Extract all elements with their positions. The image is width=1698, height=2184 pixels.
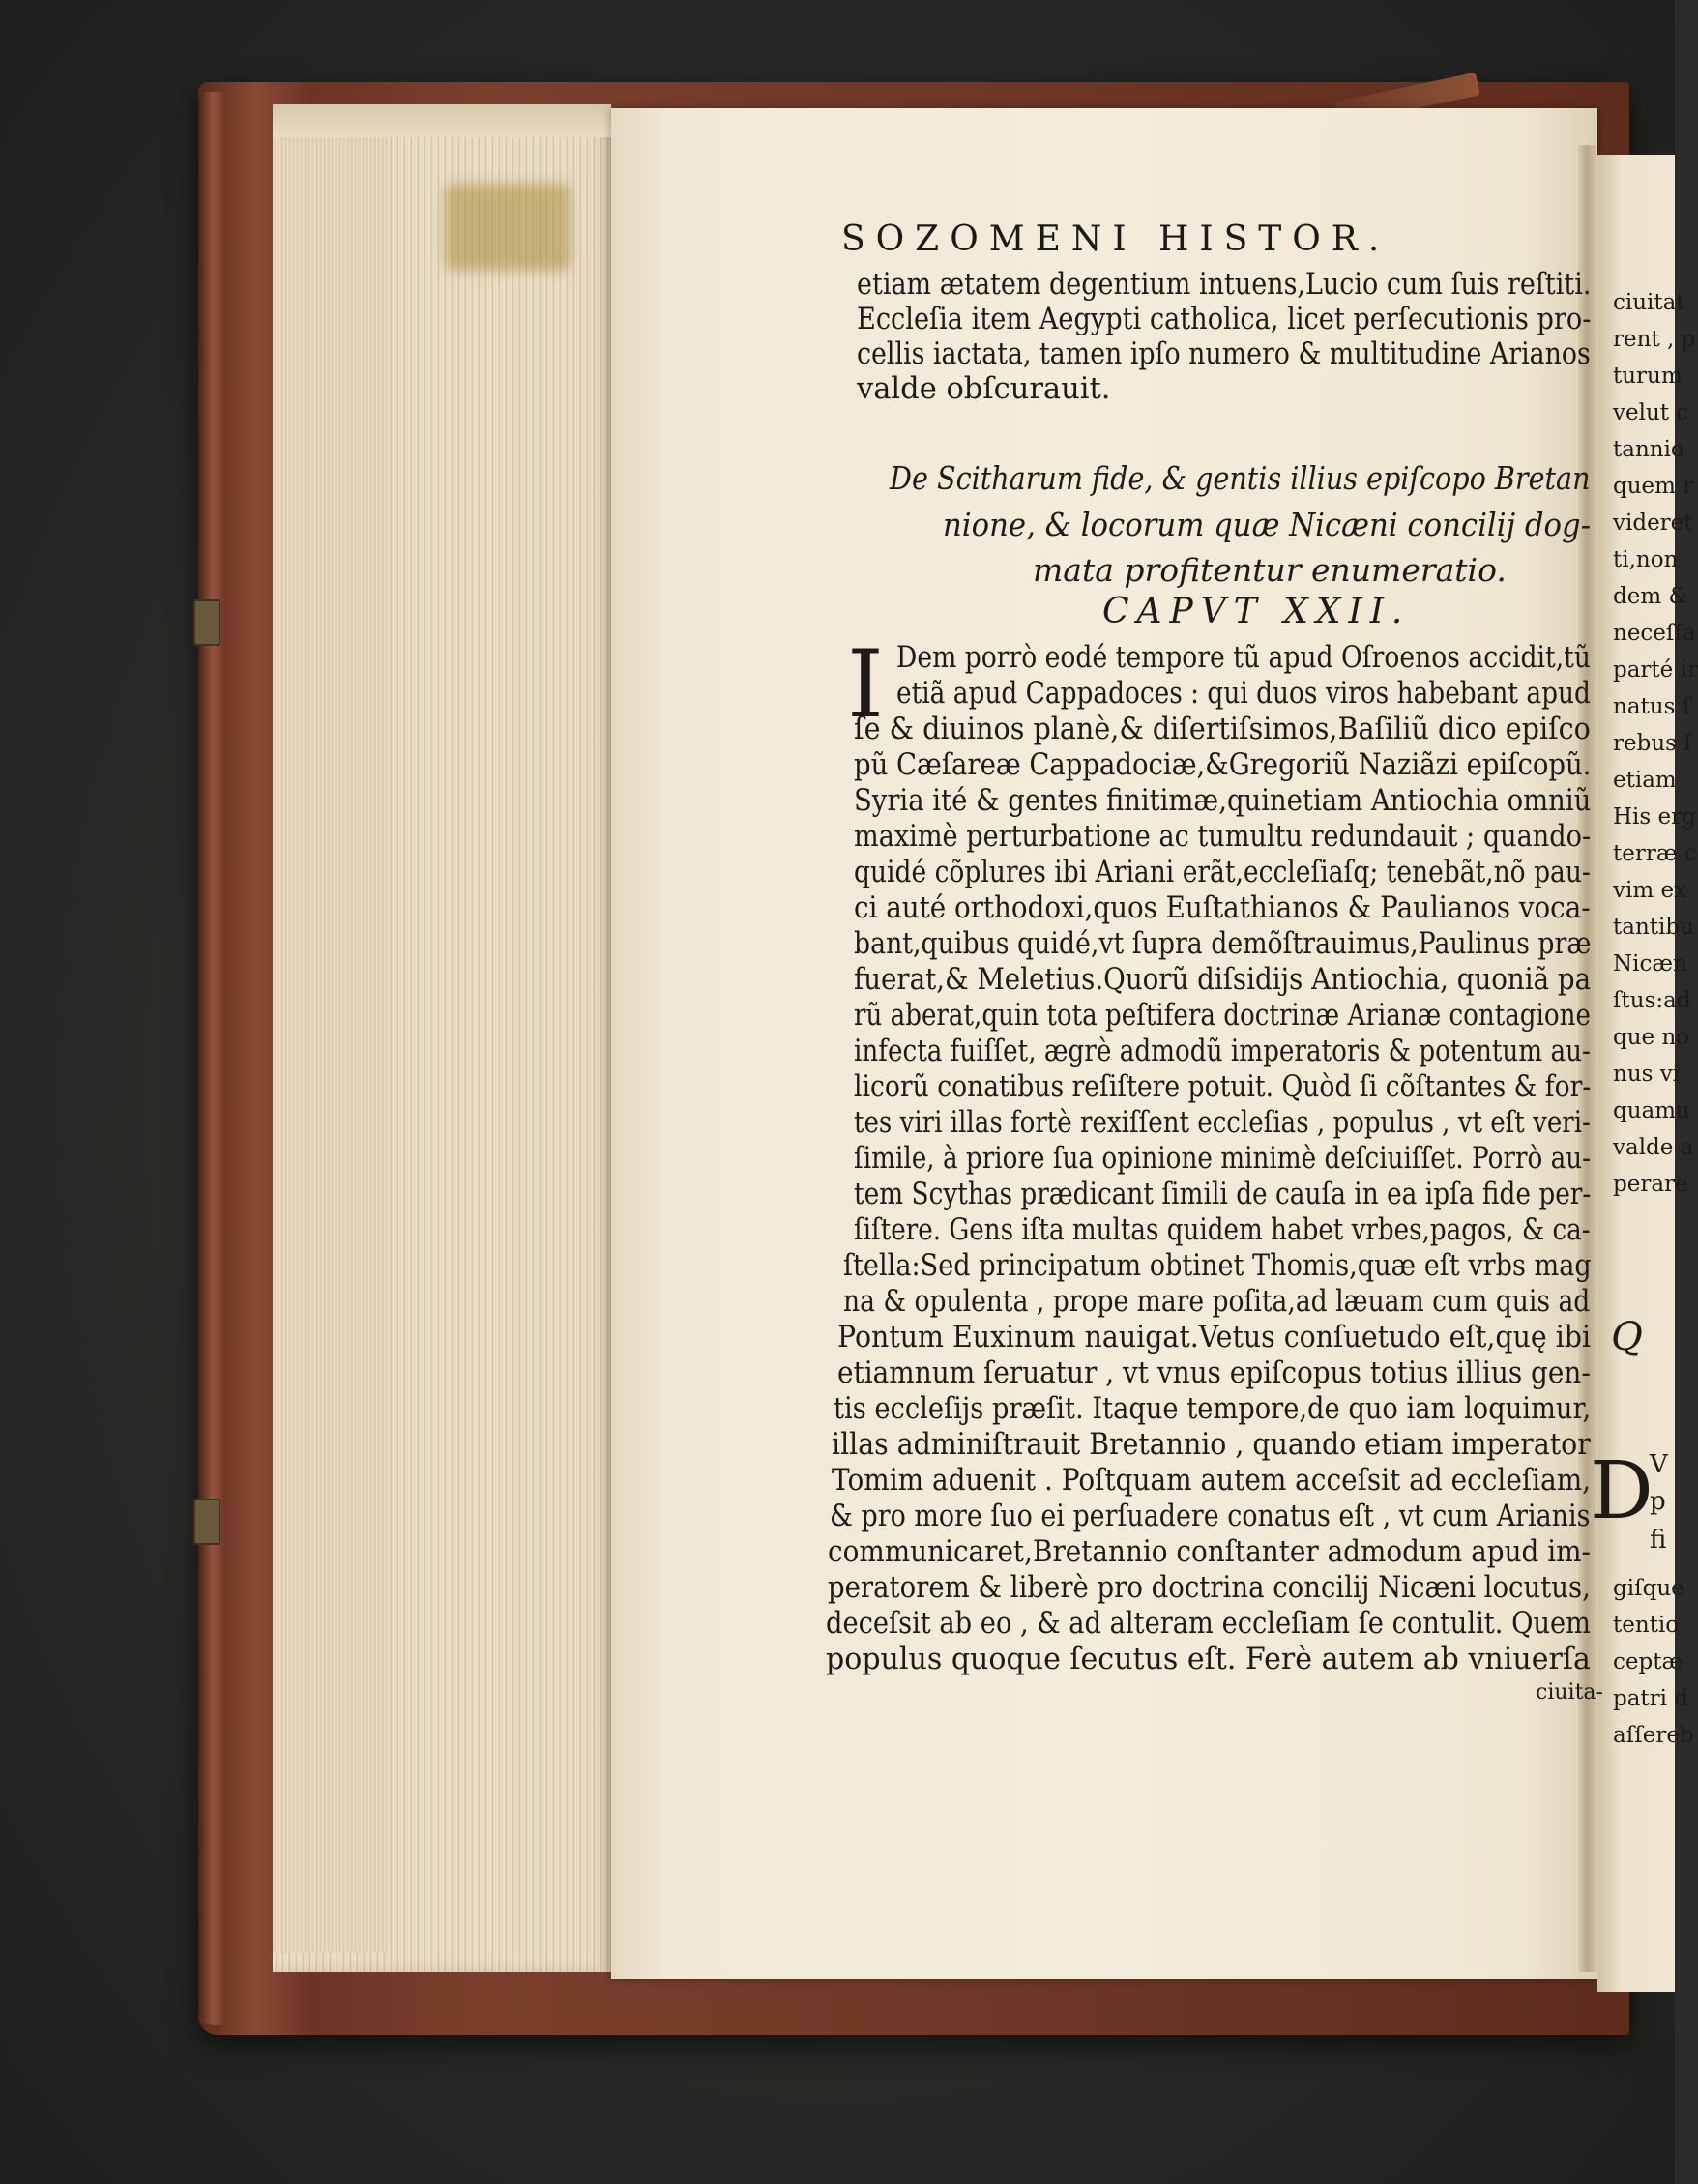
facing-line: videret — [1613, 510, 1693, 536]
intro-line: etiam ætatem degentium intuens,Lucio cum ſuis reſtiti. — [857, 268, 1592, 302]
facing-line: ſtus:ad — [1613, 988, 1691, 1013]
body-line: etiamnum ſeruatur , vt vnus epiſcopus totius illius gen- — [837, 1356, 1591, 1390]
clasp-bottom — [193, 1499, 220, 1545]
page-block-top — [273, 104, 611, 137]
facing-fragment-q: Q — [1611, 1315, 1643, 1359]
facing-drop-side: V — [1650, 1450, 1668, 1479]
running-head: SOZOMENI HISTOR. — [841, 219, 1391, 259]
body-line: peratorem & liberè pro doctrina concilij Nicæni locutus, — [828, 1571, 1591, 1605]
facing-line: rebus ſ — [1613, 731, 1692, 756]
body-line: ſimile, à priore ſua opinione minimè deſciuiſſet. Porrò au- — [854, 1142, 1592, 1176]
body-line: rũ aberat,quin tota peſtifera doctrinæ Arianæ contagione — [854, 999, 1591, 1033]
chapter-number: CAPVT XXII. — [1102, 592, 1411, 631]
body-line: na & opulenta , prope mare poſita,ad læuam cum quis ad — [843, 1285, 1591, 1319]
clasp-top — [193, 599, 220, 646]
page-block-edges — [273, 135, 389, 1953]
facing-line: rent , p — [1613, 327, 1696, 352]
facing-line: His erg — [1613, 804, 1696, 830]
facing-drop-side: p — [1650, 1487, 1666, 1516]
body-line: bant,quibus quidé,vt ſupra demõſtrauimus,Paulinus præ — [854, 927, 1592, 961]
body-line: etiã apud Cappadoces : qui duos viros habebant apud — [896, 677, 1591, 711]
facing-line: etiam — [1613, 768, 1677, 793]
body-line: communicaret,Bretannio conſtanter admodum apud im- — [828, 1535, 1591, 1569]
body-line: maximè perturbatione ac tumultu redundauit ; quando- — [854, 820, 1592, 854]
facing-line: turum — [1613, 364, 1683, 389]
facing-line: vim ex — [1613, 878, 1687, 903]
facing-line: tentio — [1613, 1613, 1680, 1638]
facing-line: Nicæn — [1613, 951, 1687, 976]
facing-line: tannio — [1613, 437, 1684, 462]
facing-line: giſque — [1613, 1576, 1684, 1601]
intro-line: Eccleſia item Aegypti catholica, licet perſecutionis pro- — [857, 303, 1592, 336]
catchword: ciuita- — [1536, 1680, 1603, 1704]
body-line: tes viri illas fortè rexiſſent eccleſias , populus , vt eſt veri- — [854, 1106, 1591, 1140]
facing-line: ciuitat — [1613, 290, 1685, 315]
body-line: tem Scythas prædicant ſimili de cauſa in ea ipſa fide per- — [854, 1178, 1592, 1211]
facing-line: dem & — [1613, 584, 1688, 609]
body-line: populus quoque ſecutus eſt. Ferè autem ab vniuerſa — [826, 1643, 1591, 1676]
facing-line: natus ſ — [1613, 694, 1691, 719]
body-line: ſtella:Sed principatum obtinet Thomis,quæ eſt vrbs mag — [843, 1249, 1592, 1283]
body-line: deceſsit ab eo , & ad alteram eccleſiam ſe contulit. Quem — [826, 1607, 1592, 1641]
facing-line: nus vi — [1613, 1062, 1681, 1087]
body-line: licorũ conatibus reſiſtere potuit. Quòd ſi cõſtantes & for- — [854, 1070, 1592, 1104]
facing-line: quamu — [1613, 1098, 1690, 1123]
chapter-title-line: nione, & locorum quæ Nicæni concilij dog- — [943, 506, 1592, 543]
chapter-title-line: De Scitharum fide, & gentis illius epiſcopo Bretan — [890, 459, 1591, 497]
facing-line: velut c — [1613, 400, 1689, 425]
body-line: Dem porrò eodé tempore tũ apud Oſroenos accidit,tũ — [896, 641, 1591, 675]
body-line: ſe & diuinos planè,& diſertiſsimos,Baſiliũ dico epiſco — [854, 713, 1591, 746]
facing-line: ti,non — [1613, 547, 1679, 572]
facing-line: patri d — [1613, 1686, 1689, 1711]
body-line: fuerat,& Meletius.Quorũ diſsidijs Antiochia, quoniã pa — [854, 963, 1592, 997]
body-line: tis eccleſijs præſit. Itaque tempore,de quo iam loquimur, — [834, 1392, 1592, 1426]
facing-line: terræ c — [1613, 841, 1697, 866]
ink-bleed-stain — [445, 184, 571, 271]
facing-drop-side: fi — [1650, 1526, 1667, 1555]
facing-line: quem r — [1613, 474, 1694, 499]
facing-line: tantibu — [1613, 915, 1694, 940]
drop-cap: I — [847, 630, 884, 739]
intro-line: cellis iactata, tamen ipſo numero & multitudine Arianos — [857, 337, 1591, 371]
facing-page-text — [1590, 155, 1698, 1992]
facing-line: perare — [1613, 1172, 1688, 1197]
facing-line: aſſereb — [1613, 1723, 1694, 1748]
body-line: illas adminiſtrauit Bretannio , quando etiam imperator — [832, 1428, 1591, 1462]
body-line: ſiſtere. Gens iſta multas quidem habet vrbes,pagos, & ca- — [854, 1213, 1591, 1247]
facing-line: que no — [1613, 1025, 1690, 1050]
intro-line: valde obſcurauit. — [857, 372, 1111, 406]
body-line: Tomim aduenit . Poſtquam autem acceſsit ad eccleſiam, — [832, 1464, 1592, 1498]
facing-line: valde a — [1613, 1135, 1694, 1160]
body-line: pũ Cæſareæ Cappadociæ,&Gregoriũ Naziãzi epiſcopũ. — [854, 748, 1592, 782]
body-line: & pro more ſuo ei perſuadere conatus eſt , vt cum Arianis — [830, 1500, 1591, 1533]
facing-line: ceptæ — [1613, 1649, 1683, 1674]
book-cover-edge — [198, 92, 227, 2025]
body-line: Pontum Euxinum nauigat.Vetus conſuetudo eſt,quę ibi — [837, 1321, 1592, 1354]
facing-line: neceſſa — [1613, 621, 1696, 646]
chapter-title-line: mata profitentur enumeratio. — [1033, 551, 1507, 589]
body-line: Syria ité & gentes finitimæ,quinetiam Antiochia omniũ — [854, 784, 1592, 818]
body-line: ci auté orthodoxi,quos Euſtathianos & Paulianos voca- — [854, 891, 1591, 925]
facing-drop-cap: D — [1590, 1445, 1654, 1537]
facing-line: parté ir — [1613, 657, 1698, 683]
body-line: infecta fuiſſet, ægrè admodũ imperatoris & potentum au- — [854, 1034, 1591, 1068]
body-line: quidé cõplures ibi Ariani erãt,eccleſiaſq; tenebãt,nõ pau- — [854, 856, 1591, 889]
